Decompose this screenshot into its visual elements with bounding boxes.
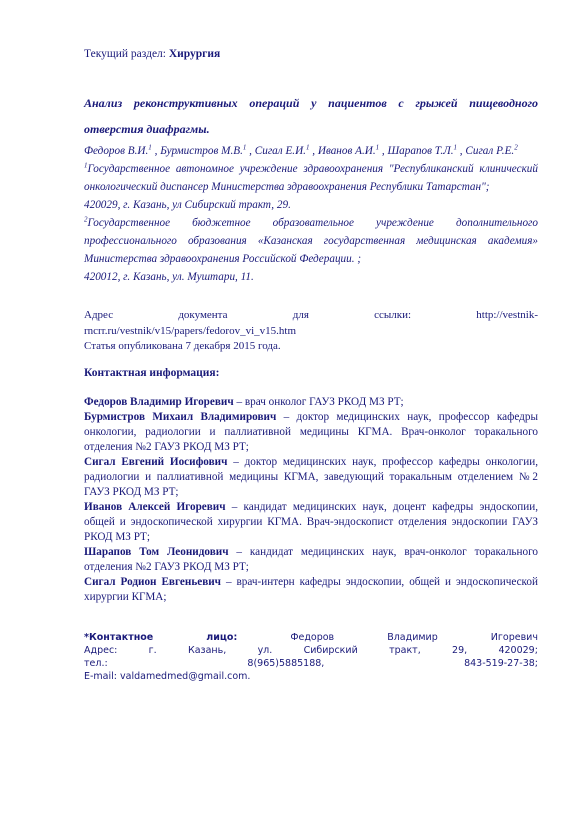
publication-date: Статья опубликована 7 декабря 2015 года. bbox=[84, 340, 281, 352]
affiliation-address: 420012, г. Казань, ул. Муштари, 11. bbox=[84, 271, 254, 283]
author-affiliation-mark: 1 bbox=[242, 143, 247, 152]
contact-heading: Контактная информация: bbox=[84, 366, 220, 379]
people-list bbox=[84, 395, 538, 605]
contact-label: *Контактное bbox=[84, 631, 154, 643]
person-name: Сигал Родион Евгеньевич bbox=[84, 575, 221, 588]
contact-person-entry bbox=[84, 545, 538, 575]
contact-name-3: Игоревич bbox=[490, 631, 538, 643]
contact-label-2: лицо: bbox=[206, 631, 238, 643]
address-part: 420029; bbox=[498, 644, 538, 656]
person-description: – врач онколог ГАУЗ РКОД МЗ РТ; bbox=[233, 395, 404, 408]
person-name: Бурмистров Михаил Владимирович bbox=[84, 410, 277, 423]
contact-person-entry bbox=[84, 395, 538, 410]
person-description: – кандидат медицинских наук, доцент кафедры эндоскопии, общей и эндоскопической хирургии КГМА. Врач-эндоскопист отделения эндоскопии ГАУЗ РКОД МЗ РТ; bbox=[84, 500, 538, 543]
person-description: – врач-интерн кафедры эндоскопии, общей и эндоскопической хирургии КГМА; bbox=[84, 575, 538, 603]
document-content bbox=[84, 46, 538, 683]
contact-person-row bbox=[84, 631, 538, 644]
address-part: ул. bbox=[257, 644, 273, 656]
person-description: – кандидат медицинских наук, врач-онколог торакального отделения №2 ГАУЗ РКОД МЗ РТ; bbox=[84, 545, 538, 573]
contact-address-row bbox=[84, 644, 538, 657]
link-word-4: ссылки: bbox=[374, 309, 412, 321]
contact-person-entry bbox=[84, 455, 538, 500]
address-part: Сибирский bbox=[303, 644, 358, 656]
article-title: Анализ реконструктивных операций у пациентов с грыжей пищеводного отверстия диафрагмы. bbox=[84, 96, 538, 136]
author-separator: , bbox=[457, 145, 466, 157]
phone-1[interactable]: 8(965)5885188, bbox=[247, 657, 325, 669]
section-name: Хирургия bbox=[168, 48, 221, 60]
address-part: Адрес: bbox=[84, 644, 118, 656]
document-url-part1[interactable]: http://vestnik- bbox=[476, 309, 538, 321]
author-name: Сигал Р.Е. bbox=[465, 145, 515, 157]
author-name: Шарапов Т.Л. bbox=[387, 145, 454, 157]
contact-person-entry bbox=[84, 575, 538, 605]
document-link-row bbox=[84, 308, 538, 324]
current-section bbox=[84, 46, 538, 62]
document-url-part2[interactable]: rncrr.ru/vestnik/v15/papers/fedorov_vi_v15.htm bbox=[84, 324, 297, 337]
author-affiliation-mark: 1 bbox=[148, 143, 152, 152]
person-name: Шарапов Том Леонидович bbox=[84, 545, 229, 558]
contact-person-entry bbox=[84, 500, 538, 545]
person-name: Федоров Владимир Игоревич bbox=[84, 395, 234, 408]
author-name: Федоров В.И. bbox=[84, 145, 149, 157]
person-description: – доктор медицинских наук, профессор кафедры онкологии, радиологии и паллиативной медицины КГМА. Врач-онколог торакального отделения №2 ГАУЗ РКОД МЗ РТ; bbox=[84, 410, 538, 453]
contact-person-entry bbox=[84, 410, 538, 455]
author-affiliation-mark: 1 bbox=[305, 143, 310, 152]
person-description: – доктор медицинских наук, профессор кафедры онкологии, радиологии и паллиативной медицины КГМА, заведующий торакальным отделением №2 ГАУЗ РКОД МЗ РТ; bbox=[84, 455, 538, 498]
affiliation-mark: 2 bbox=[84, 215, 88, 224]
author-separator: , bbox=[309, 145, 318, 157]
link-word-1: Адрес bbox=[84, 309, 114, 321]
contact-phone-row bbox=[84, 657, 538, 670]
contact-name-1: Федоров bbox=[290, 631, 335, 643]
contact-email[interactable]: E-mail: valdamedmed@gmail.com. bbox=[84, 670, 251, 682]
phone-label: тел.: bbox=[84, 657, 108, 669]
address-part: г. bbox=[148, 644, 157, 656]
person-name: Иванов Алексей Игоревич bbox=[84, 500, 226, 513]
affiliations bbox=[84, 160, 538, 286]
author-affiliation-mark: 1 bbox=[453, 143, 457, 152]
author-affiliation-mark: 1 bbox=[375, 143, 380, 152]
contact-name-2: Владимир bbox=[387, 631, 438, 643]
link-word-2: документа bbox=[178, 309, 228, 321]
author-separator: , bbox=[151, 145, 161, 157]
address-part: тракт, bbox=[389, 644, 421, 656]
author-separator: , bbox=[379, 145, 388, 157]
author-name: Иванов А.И. bbox=[317, 145, 376, 157]
author-name: Бурмистров М.В. bbox=[160, 145, 243, 157]
author-name: Сигал Е.И. bbox=[254, 145, 306, 157]
affiliation-organization: Государственное бюджетное образовательное учреждение дополнительного профессионального образования «Казанская государственная медицинская академия» Министерства здравоохранения Российской Федерации. ; bbox=[84, 217, 538, 265]
phone-2[interactable]: 843-519-27-38; bbox=[464, 657, 538, 669]
person-name: Сигал Евгений Иосифович bbox=[84, 455, 228, 468]
author-affiliation-mark: 2 bbox=[514, 143, 518, 152]
link-word-3: для bbox=[292, 309, 309, 321]
affiliation-address: 420029, г. Казань, ул Сибирский тракт, 29. bbox=[84, 199, 291, 211]
affiliation bbox=[84, 160, 538, 196]
affiliation-organization: Государственное автономное учреждение здравоохранения "Республиканский клинический онкологический диспансер Министерства здравоохранения Республики Татарстан"; bbox=[84, 163, 538, 193]
address-part: Казань, bbox=[187, 644, 227, 656]
affiliation bbox=[84, 214, 538, 268]
contact-footer bbox=[84, 631, 538, 683]
author-separator: , bbox=[246, 145, 255, 157]
affiliation-mark: 1 bbox=[84, 161, 88, 170]
document-link-block bbox=[84, 308, 538, 355]
address-part: 29, bbox=[452, 644, 468, 656]
section-label: Текущий раздел: bbox=[84, 48, 166, 60]
authors-line bbox=[84, 142, 538, 160]
